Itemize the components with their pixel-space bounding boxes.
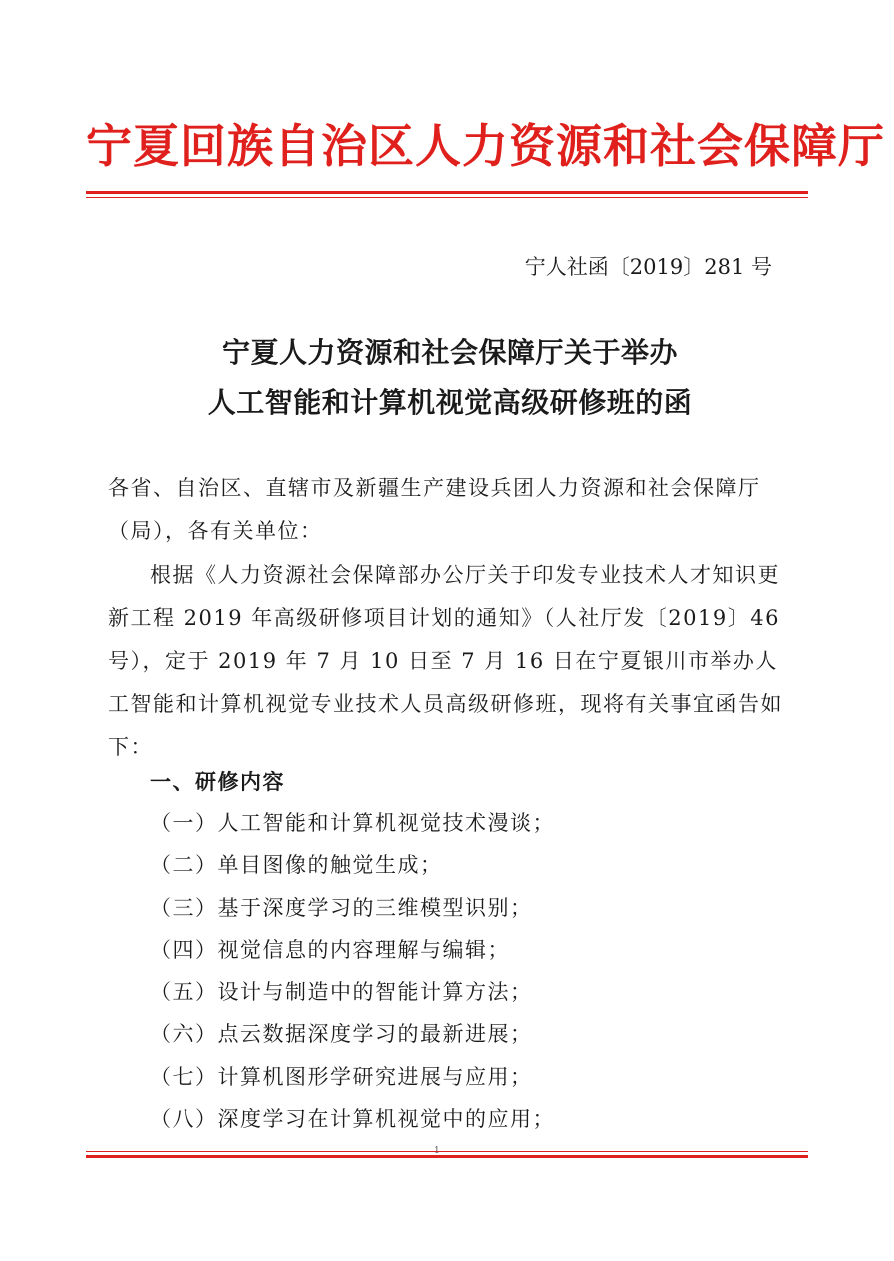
list-item: （七）计算机图形学研究进展与应用； (150, 1064, 533, 1089)
list-item: （二）单目图像的触觉生成； (150, 853, 443, 878)
content-item-list (150, 802, 555, 1140)
letterhead-title: 宁夏回族自治区人力资源和社会保障厅 (86, 119, 885, 173)
body-paragraph: 根据《人力资源社会保障部办公厅关于印发专业技术人才知识更新工程 2019 年高级研修项目计划的通知》（人社厅发〔2019〕46 号），定于 2019 年 7 月 10 日至 7 月 16 日在宁夏银川市举办人工智能和计算机视觉专业技术人员高级研修班，现将有关事宜函告如下： (108, 563, 783, 759)
addressee: 各省、自治区、直辖市及新疆生产建设兵团人力资源和社会保障厅（局），各有关单位： (108, 476, 761, 543)
list-item: （八）深度学习在计算机视觉中的应用； (150, 1107, 555, 1132)
list-item: （五）设计与制造中的智能计算方法； (150, 980, 533, 1005)
footer-red-rule-thick (86, 1155, 808, 1158)
list-item: （四）视觉信息的内容理解与编辑； (150, 937, 510, 962)
list-item: （六）点云数据深度学习的最新进展； (150, 1022, 533, 1047)
document-title-line2: 人工智能和计算机视觉高级研修班的函 (207, 386, 693, 419)
list-item: （三）基于深度学习的三维模型识别； (150, 895, 533, 920)
document-title-line1: 宁夏人力资源和社会保障厅关于举办 (221, 336, 678, 369)
list-item: （一）人工智能和计算机视觉技术漫谈； (150, 811, 555, 835)
footer-red-rule-thin (86, 1151, 808, 1152)
letterhead-red-rule-thick (86, 191, 808, 194)
letterhead-red-rule-thin (86, 197, 808, 198)
document-number: 宁人社函〔2019〕281 号 (524, 255, 772, 279)
section-heading-content: 一、研修内容 (150, 770, 285, 794)
